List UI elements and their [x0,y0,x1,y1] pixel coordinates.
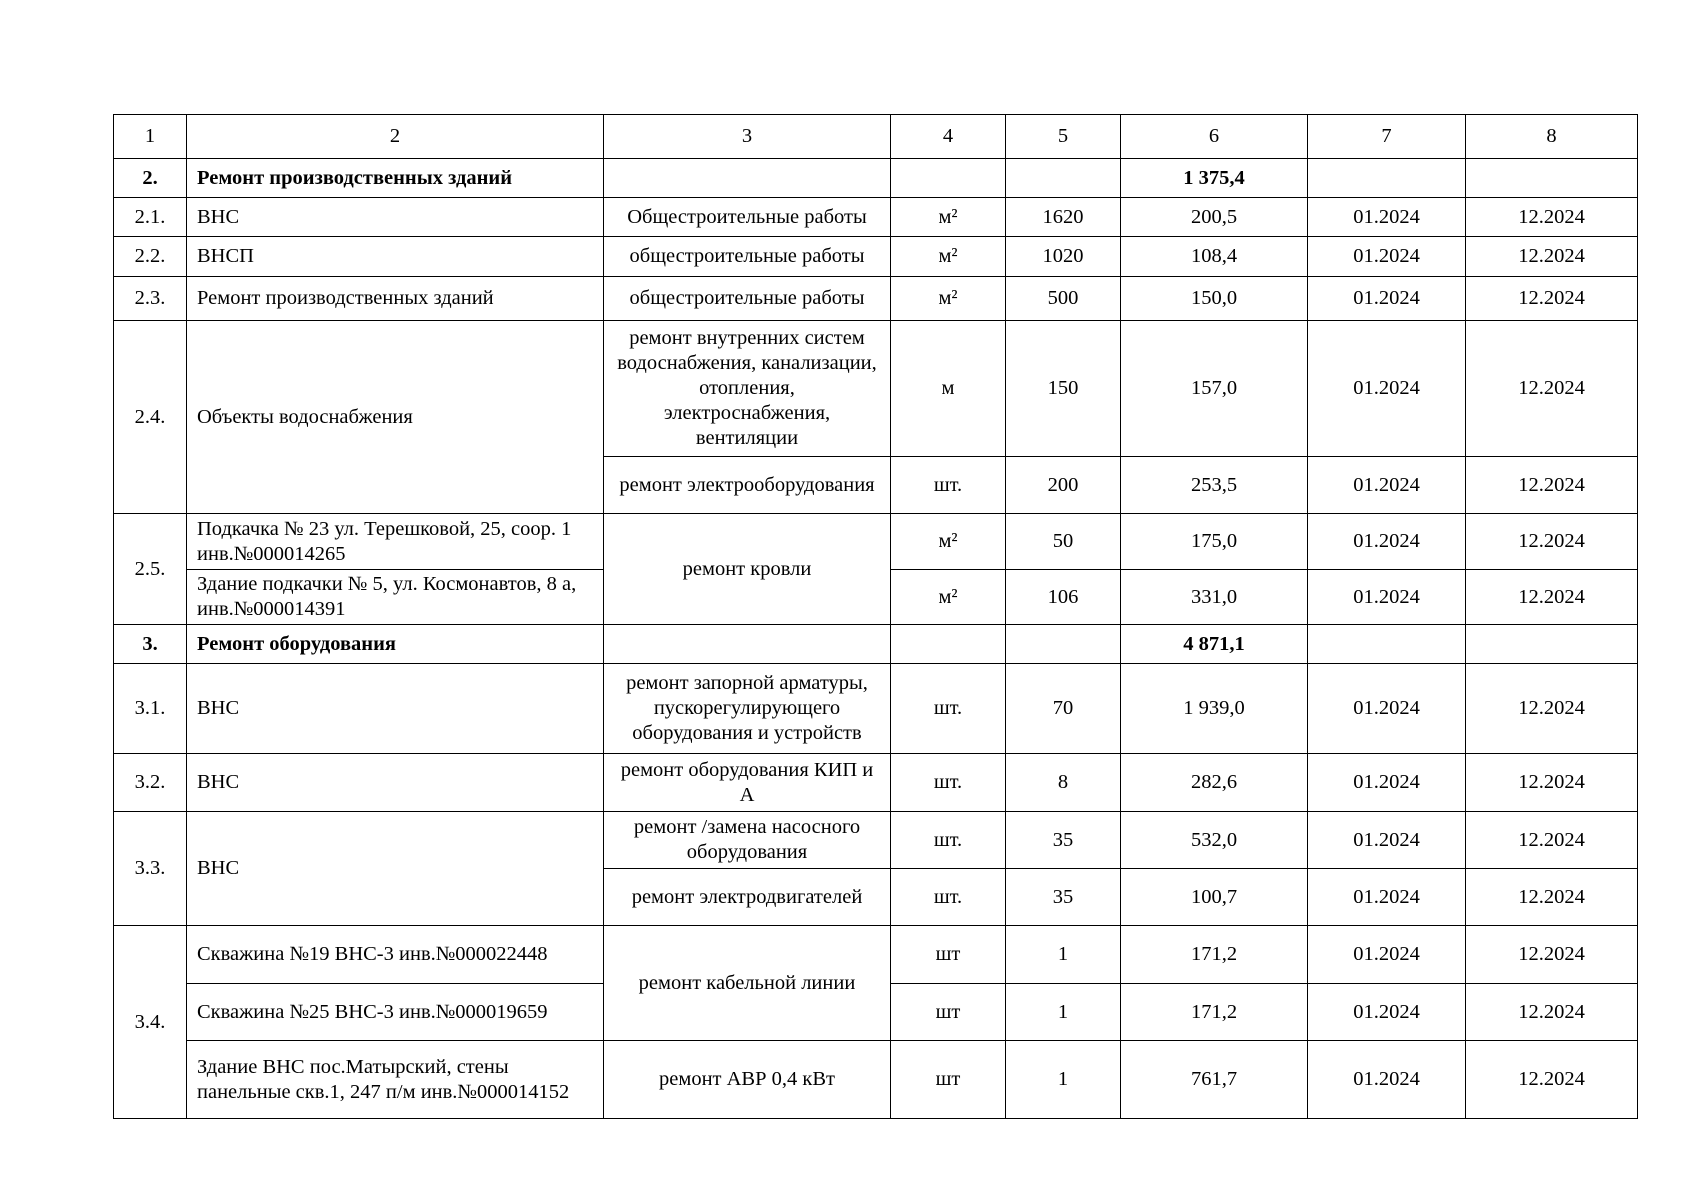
col-6-header: 6 [1121,115,1308,159]
work-type: общестроительные работы [604,237,891,277]
cost: 171,2 [1121,926,1308,984]
col-4-header: 4 [891,115,1006,159]
unit: шт [891,1041,1006,1119]
unit: шт. [891,457,1006,514]
end-date: 12.2024 [1466,570,1638,625]
section-number: 2. [114,159,187,198]
cost: 253,5 [1121,457,1308,514]
work-type: ремонт электродвигателей [604,869,891,926]
item-number: 3.4. [114,926,187,1119]
end-date: 12.2024 [1466,926,1638,984]
cost: 1 939,0 [1121,664,1308,754]
section-total: 1 375,4 [1121,159,1308,198]
start-date: 01.2024 [1308,237,1466,277]
end-date: 12.2024 [1466,457,1638,514]
start-date: 01.2024 [1308,926,1466,984]
empty-cell [1308,625,1466,664]
object-name: ВНС [187,812,604,926]
work-type: ремонт внутренних систем водоснабжения, канализации, отопления, электроснабжения, вентиляции [604,321,891,457]
table-row [114,812,1638,869]
quantity: 1020 [1006,237,1121,277]
table-row [114,321,1638,457]
quantity: 70 [1006,664,1121,754]
work-type: ремонт АВР 0,4 кВт [604,1041,891,1119]
end-date: 12.2024 [1466,198,1638,237]
end-date: 12.2024 [1466,869,1638,926]
cost: 282,6 [1121,754,1308,812]
unit: шт [891,926,1006,984]
end-date: 12.2024 [1466,984,1638,1041]
cost: 331,0 [1121,570,1308,625]
col-3-header: 3 [604,115,891,159]
item-number: 3.1. [114,664,187,754]
repair-plan-table [113,114,1638,1119]
cost: 108,4 [1121,237,1308,277]
quantity: 106 [1006,570,1121,625]
table-row [114,754,1638,812]
unit: шт. [891,812,1006,869]
object-name: Скважина №19 ВНС-3 инв.№000022448 [187,926,604,984]
empty-cell [1466,625,1638,664]
cost: 200,5 [1121,198,1308,237]
cost: 150,0 [1121,277,1308,321]
table-row [114,198,1638,237]
start-date: 01.2024 [1308,754,1466,812]
empty-cell [1006,159,1121,198]
unit: м² [891,514,1006,570]
work-type: ремонт кровли [604,514,891,625]
object-name: ВНС [187,754,604,812]
empty-cell [891,159,1006,198]
end-date: 12.2024 [1466,321,1638,457]
item-number: 2.5. [114,514,187,625]
table-row [114,926,1638,984]
quantity: 35 [1006,869,1121,926]
quantity: 1620 [1006,198,1121,237]
unit: м² [891,570,1006,625]
header-row [114,115,1638,159]
end-date: 12.2024 [1466,1041,1638,1119]
unit: шт. [891,869,1006,926]
cost: 175,0 [1121,514,1308,570]
unit: м [891,321,1006,457]
col-5-header: 5 [1006,115,1121,159]
col-2-header: 2 [187,115,604,159]
unit: м² [891,277,1006,321]
section-row [114,159,1638,198]
quantity: 35 [1006,812,1121,869]
object-name: Ремонт производственных зданий [187,277,604,321]
quantity: 1 [1006,926,1121,984]
start-date: 01.2024 [1308,1041,1466,1119]
empty-cell [1308,159,1466,198]
table-row [114,664,1638,754]
end-date: 12.2024 [1466,514,1638,570]
item-number: 2.3. [114,277,187,321]
quantity: 50 [1006,514,1121,570]
object-name: Здание подкачки № 5, ул. Космонавтов, 8 а, инв.№000014391 [187,570,604,625]
unit: шт. [891,754,1006,812]
table-row [114,237,1638,277]
object-name: Объекты водоснабжения [187,321,604,514]
cost: 532,0 [1121,812,1308,869]
unit: м² [891,237,1006,277]
work-type: ремонт кабельной линии [604,926,891,1041]
object-name: Скважина №25 ВНС-3 инв.№000019659 [187,984,604,1041]
start-date: 01.2024 [1308,457,1466,514]
start-date: 01.2024 [1308,321,1466,457]
start-date: 01.2024 [1308,984,1466,1041]
object-name: Здание ВНС пос.Матырский, стены панельные скв.1, 247 п/м инв.№000014152 [187,1041,604,1119]
quantity: 150 [1006,321,1121,457]
col-1-header: 1 [114,115,187,159]
start-date: 01.2024 [1308,570,1466,625]
work-type: ремонт /замена насосного оборудования [604,812,891,869]
item-number: 2.4. [114,321,187,514]
start-date: 01.2024 [1308,514,1466,570]
col-7-header: 7 [1308,115,1466,159]
quantity: 8 [1006,754,1121,812]
start-date: 01.2024 [1308,869,1466,926]
unit: шт [891,984,1006,1041]
work-type: Общестроительные работы [604,198,891,237]
end-date: 12.2024 [1466,812,1638,869]
quantity: 200 [1006,457,1121,514]
start-date: 01.2024 [1308,277,1466,321]
item-number: 2.2. [114,237,187,277]
item-number: 2.1. [114,198,187,237]
work-type: ремонт электрооборудования [604,457,891,514]
empty-cell [604,159,891,198]
item-number: 3.3. [114,812,187,926]
section-row [114,625,1638,664]
section-number: 3. [114,625,187,664]
cost: 761,7 [1121,1041,1308,1119]
end-date: 12.2024 [1466,277,1638,321]
object-name: ВНС [187,198,604,237]
work-type: ремонт оборудования КИП и А [604,754,891,812]
start-date: 01.2024 [1308,812,1466,869]
section-title: Ремонт производственных зданий [187,159,604,198]
cost: 171,2 [1121,984,1308,1041]
table-row [114,1041,1638,1119]
section-total: 4 871,1 [1121,625,1308,664]
empty-cell [891,625,1006,664]
quantity: 1 [1006,1041,1121,1119]
col-8-header: 8 [1466,115,1638,159]
quantity: 1 [1006,984,1121,1041]
cost: 157,0 [1121,321,1308,457]
work-type: общестроительные работы [604,277,891,321]
item-number: 3.2. [114,754,187,812]
cost: 100,7 [1121,869,1308,926]
empty-cell [1466,159,1638,198]
table-row [114,514,1638,570]
end-date: 12.2024 [1466,754,1638,812]
object-name: ВНС [187,664,604,754]
unit: шт. [891,664,1006,754]
object-name: Подкачка № 23 ул. Терешковой, 25, соор. 1 инв.№000014265 [187,514,604,570]
unit: м² [891,198,1006,237]
empty-cell [1006,625,1121,664]
start-date: 01.2024 [1308,664,1466,754]
section-title: Ремонт оборудования [187,625,604,664]
empty-cell [604,625,891,664]
end-date: 12.2024 [1466,237,1638,277]
start-date: 01.2024 [1308,198,1466,237]
table-row [114,277,1638,321]
end-date: 12.2024 [1466,664,1638,754]
work-type: ремонт запорной арматуры, пускорегулирующего оборудования и устройств [604,664,891,754]
object-name: ВНСП [187,237,604,277]
quantity: 500 [1006,277,1121,321]
